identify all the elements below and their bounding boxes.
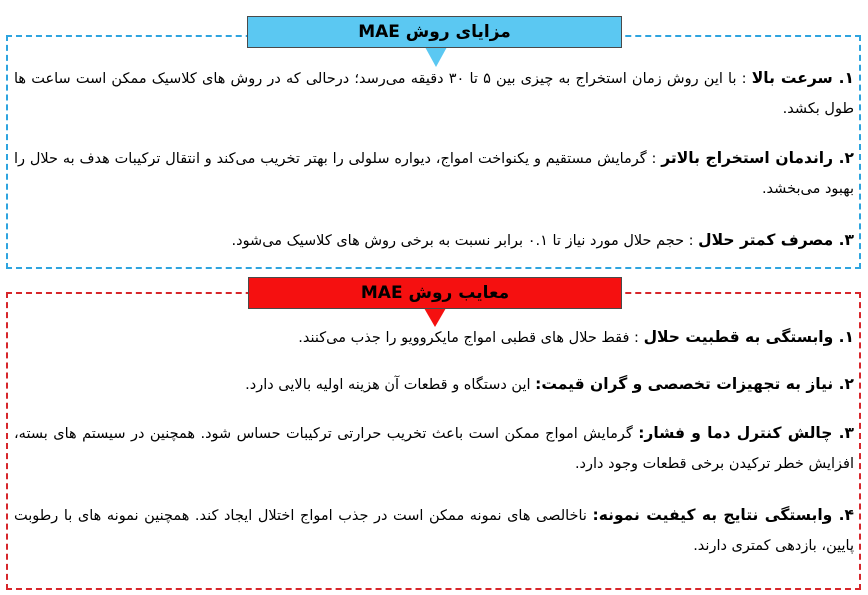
advantage-item-1 — [14, 63, 854, 124]
disadvantage-item-3-label: ۳. چالش کنترل دما و فشار: — [638, 424, 854, 442]
advantage-item-2-text: : گرمایش مستقیم و یکنواخت امواج، دیواره سلولی را بهتر تخریب می‌کند و انتقال ترکیبات هدف به حلال را بهبود می‌بخشد. — [14, 151, 854, 197]
disadvantages-title-latin: MAE — [360, 283, 403, 303]
advantages-title-prefix: مزایای روش — [405, 22, 511, 42]
disadvantage-item-3-text: گرمایش امواج ممکن است باعث تخریب حرارتی ترکیبات حساس شود. همچنین در سیستم های بسته، افزایش خطر ترکیدن برخی قطعات وجود دارد. — [14, 426, 854, 472]
advantages-title-latin: MAE — [358, 22, 400, 42]
disadvantage-item-4 — [14, 500, 854, 561]
disadvantage-item-1 — [14, 322, 854, 353]
advantages-title — [247, 16, 622, 48]
advantage-item-1-text: : با این روش زمان استخراج به چیزی بین ۵ تا ۳۰ دقیقه می‌رسد؛ درحالی که در روش های کلاسیک ممکن است ساعت ها طول بکشد. — [14, 71, 854, 117]
disadvantage-item-1-label: ۱. وابستگی به قطبیت حلال — [643, 328, 854, 346]
disadvantages-title — [248, 277, 622, 309]
advantage-item-1-label: ۱. سرعت بالا — [751, 69, 855, 87]
advantage-item-2-label: ۲. راندمان استخراج بالاتر — [661, 149, 854, 167]
disadvantage-item-4-text: ناخالصی های نمونه ممکن است در جذب امواج اختلال ایجاد کند. همچنین نمونه های با رطوبت پایین، بازدهی کمتری دارند. — [14, 508, 854, 554]
advantage-item-3 — [14, 225, 854, 256]
advantage-item-3-label: ۳. مصرف کمتر حلال — [698, 231, 854, 249]
disadvantage-item-2-text: این دستگاه و قطعات آن هزینه اولیه بالایی دارد. — [245, 377, 536, 393]
advantage-item-2 — [14, 143, 854, 204]
disadvantages-title-prefix: معایب روش — [408, 283, 510, 303]
disadvantage-item-2-label: ۲. نیاز به تجهیزات تخصصی و گران قیمت: — [535, 375, 854, 393]
disadvantage-item-2 — [14, 369, 854, 400]
disadvantage-item-3 — [14, 418, 854, 479]
disadvantage-item-4-label: ۴. وابستگی نتایج به کیفیت نمونه: — [592, 506, 854, 524]
disadvantage-item-1-text: : فقط حلال های قطبی امواج مایکروویو را جذب می‌کنند. — [298, 330, 644, 346]
advantage-item-3-text: : حجم حلال مورد نیاز تا ۰.۱ برابر نسبت به برخی روش های کلاسیک می‌شود. — [231, 233, 699, 249]
